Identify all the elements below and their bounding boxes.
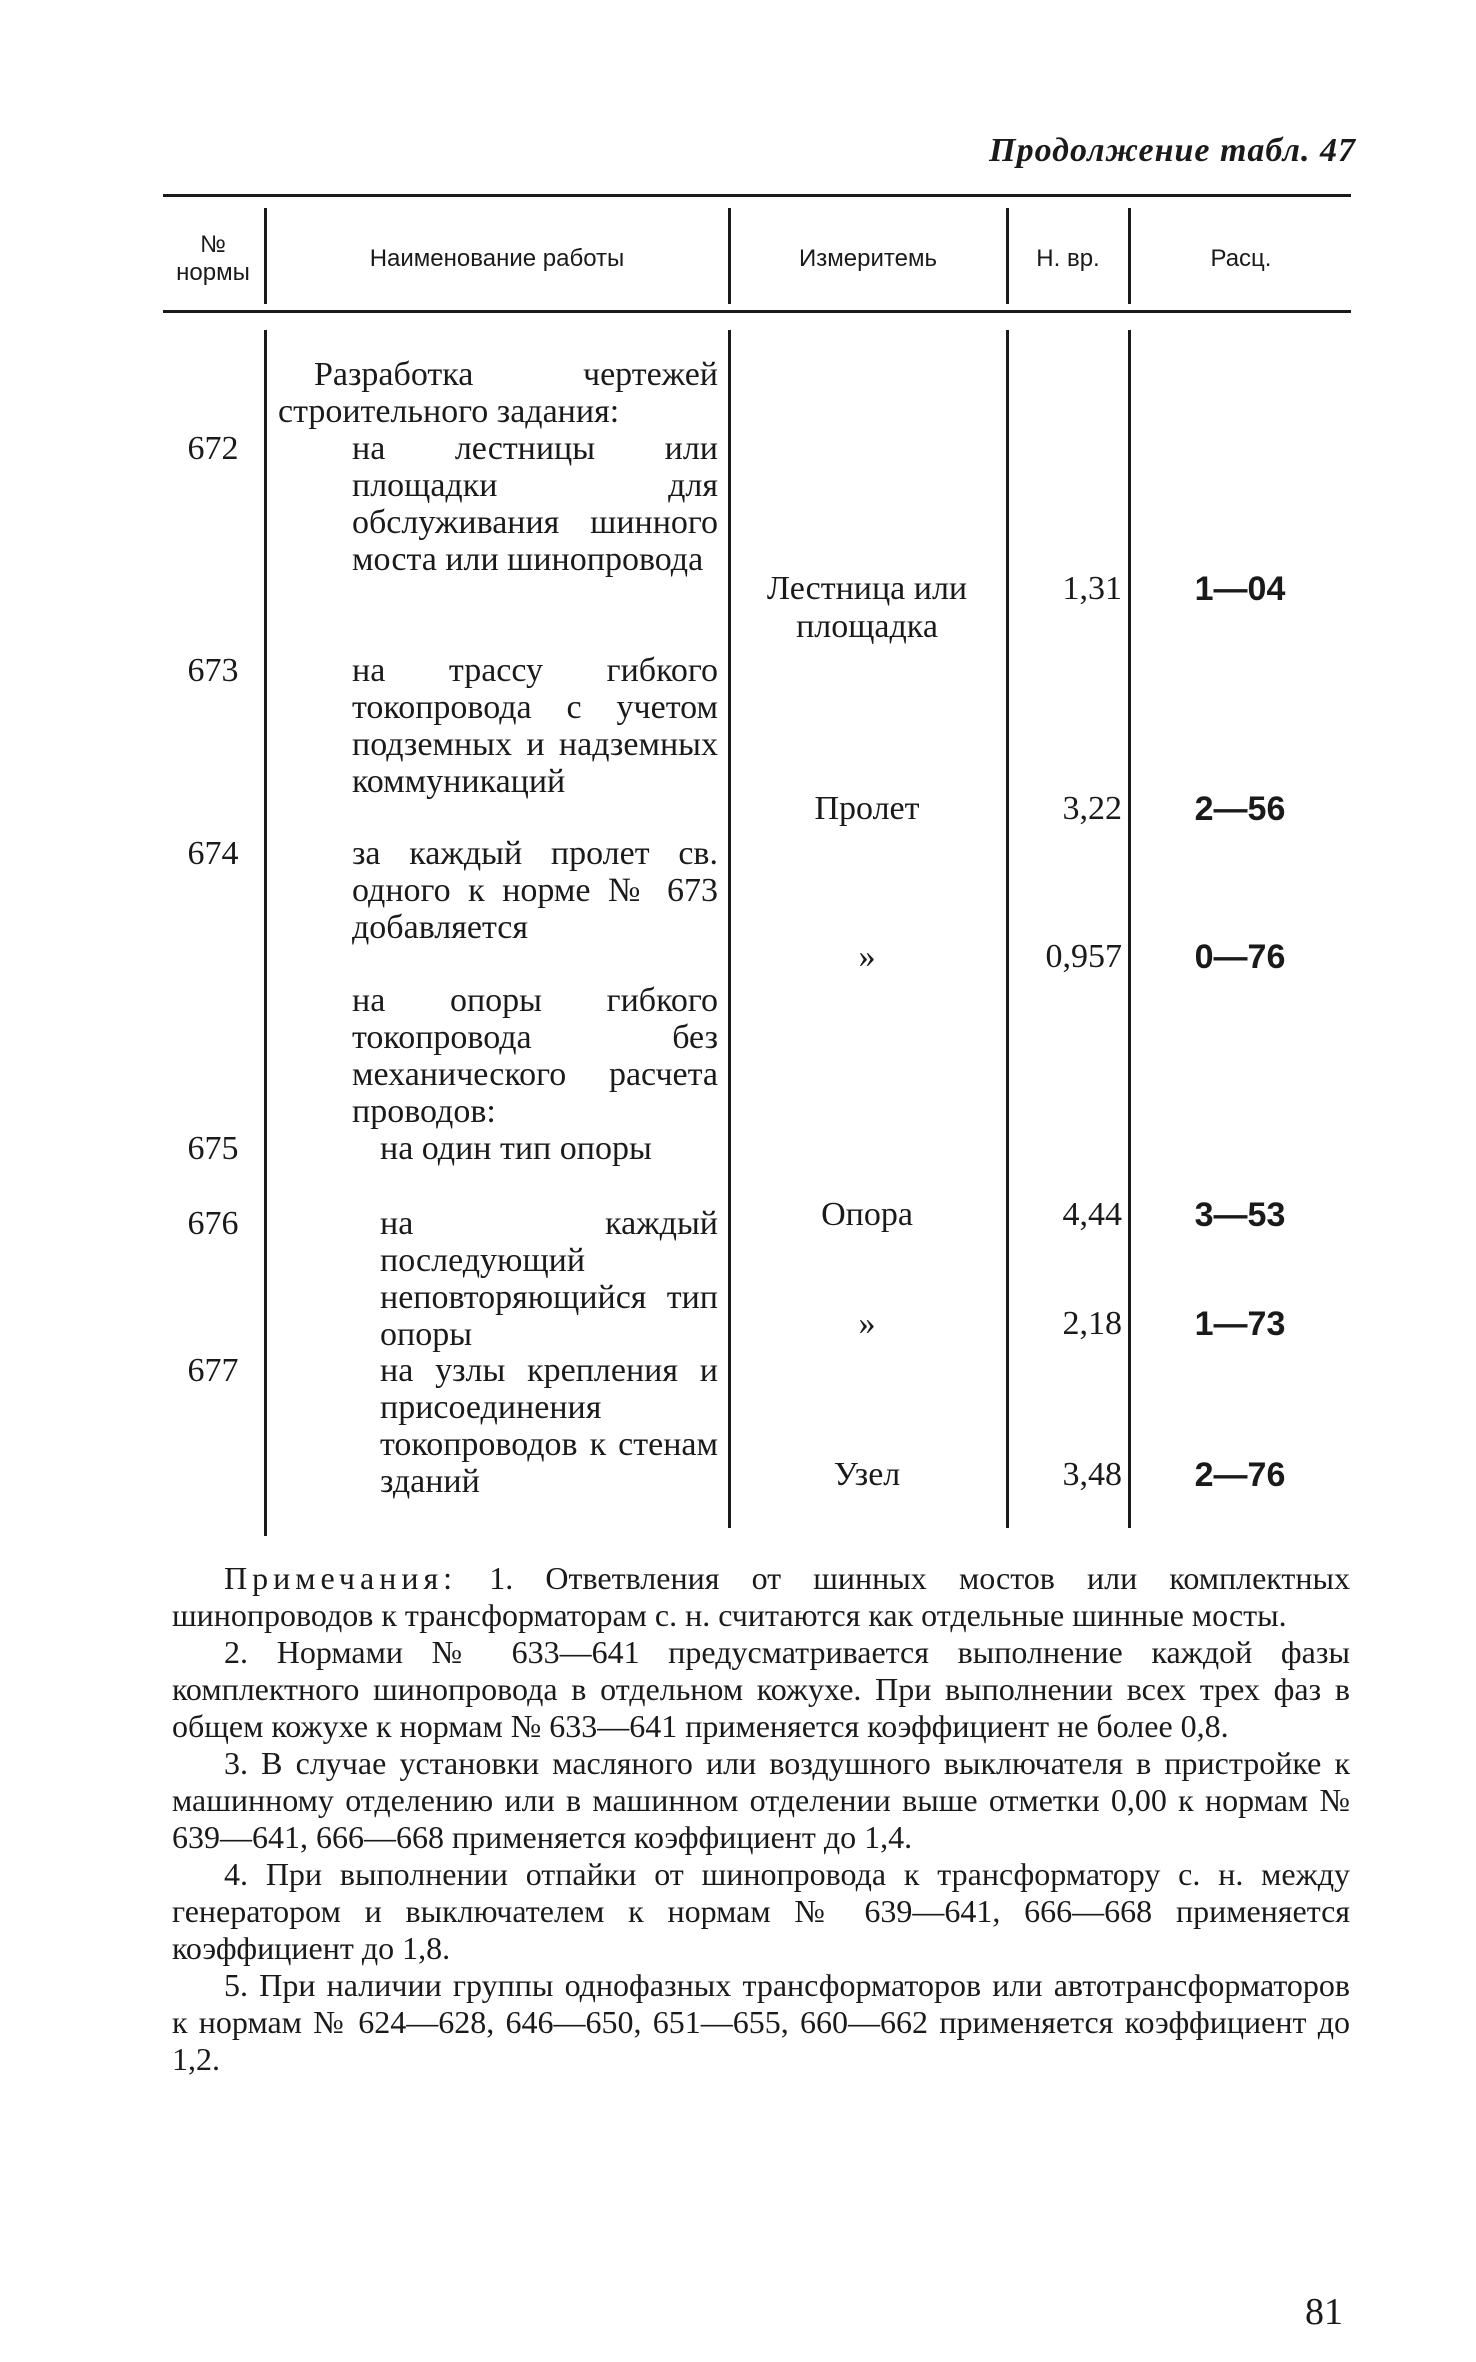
- row-time: 2,18: [1062, 1305, 1122, 1342]
- note-item: 4. При выполнении отпайки от шинопровода к трансформатору с. н. между генератором и выключателем к нормам № 639—641, 666—668 применяется коэффициент до 1,8.: [172, 1856, 1350, 1966]
- row-description: на один тип опоры: [380, 1130, 652, 1167]
- note-item: [172, 1560, 1350, 1634]
- row-time: 3,22: [1062, 790, 1122, 827]
- column-divider: [1128, 208, 1131, 304]
- row-rate: 1—73: [1194, 1305, 1286, 1343]
- column-divider: [264, 208, 267, 304]
- row-time: 0,957: [1045, 938, 1122, 975]
- row-unit: Опора: [821, 1196, 913, 1233]
- table-caption: Продолжение табл. 47: [989, 132, 1356, 169]
- row-rate: 1—04: [1194, 570, 1286, 608]
- row-rate: 3—53: [1194, 1196, 1286, 1234]
- column-divider: [1006, 330, 1009, 1528]
- row-number: 677: [187, 1352, 239, 1389]
- row-number: 676: [187, 1205, 239, 1242]
- note-item: 3. В случае установки масляного или воздушного выключателя в пристройке к машинному отделению или в машинном отделении выше отметки 0,00 к нормам № 639—641, 666—668 применяется коэффициент до 1,4.: [172, 1745, 1350, 1855]
- header-unit: Измеритемь: [799, 245, 937, 273]
- row-time: 1,31: [1062, 570, 1122, 607]
- row-number: 674: [187, 835, 239, 872]
- row-rate: 2—56: [1194, 790, 1286, 828]
- row-description: за каждый пролет св. одного к норме № 673 добавляется: [352, 835, 718, 946]
- row-number: 673: [187, 652, 239, 689]
- header-rate: Расц.: [1210, 245, 1272, 273]
- row-description: на трассу гибкого токопровода с учетом подземных и надземных коммуникаций: [352, 652, 718, 800]
- header-number: № нормы: [176, 231, 250, 286]
- row-time: 4,44: [1062, 1196, 1122, 1233]
- note-text: 1. Ответвления от шинных мостов или комплектных шинопроводов к трансформаторам с. н. считаются как отдельные шинные мосты.: [172, 1560, 1351, 1633]
- row-rate: 2—76: [1194, 1456, 1286, 1494]
- column-divider: [1128, 330, 1131, 1528]
- row-description: на каждый последующий неповторяющийся тип опоры: [380, 1205, 718, 1353]
- row-unit: Лестница или площадка: [766, 570, 968, 645]
- column-divider: [1006, 208, 1009, 304]
- notes-section: [172, 1560, 1350, 2078]
- row-unit: »: [858, 1305, 876, 1342]
- note-item: 5. При наличии группы однофазных трансформаторов или автотрансформаторов к нормам № 624—628, 646—650, 651—655, 660—662 применяется коэффициент до 1,2.: [172, 1967, 1350, 2077]
- column-divider: [264, 330, 267, 1536]
- row-description: на узлы крепления и присоединения токопроводов к стенам зданий: [380, 1352, 718, 1500]
- note-item: 2. Нормами № 633—641 предусматривается выполнение каждой фазы комплектного шинопровода в отдельном кожухе. При выполнении всех трех фаз в общем кожухе к нормам № 633—641 применяется коэффициент не более 0,8.: [172, 1634, 1350, 1744]
- table-header-rule: [163, 310, 1351, 313]
- row-description: на лестницы или площадки для обслуживания шинного моста или шинопровода: [352, 430, 718, 578]
- row-description: на опоры гибкого токопровода без механического расчета проводов:: [352, 982, 718, 1130]
- row-unit: »: [858, 938, 876, 975]
- header-name: Наименование работы: [369, 245, 625, 273]
- page-number: 81: [1305, 2291, 1343, 2333]
- column-divider: [728, 208, 731, 304]
- table-top-rule: [163, 194, 1351, 197]
- header-time: Н. вр.: [1036, 245, 1100, 273]
- row-rate: 0—76: [1194, 938, 1286, 976]
- row-number: 672: [187, 430, 239, 467]
- row-number: 675: [187, 1130, 239, 1167]
- table-intro: Разработка чертежей строительного задания:: [278, 356, 718, 430]
- row-unit: Узел: [833, 1456, 901, 1493]
- column-divider: [728, 330, 731, 1528]
- row-unit: Пролет: [814, 790, 920, 827]
- row-time: 3,48: [1062, 1456, 1122, 1493]
- notes-label: Примечания:: [224, 1560, 458, 1596]
